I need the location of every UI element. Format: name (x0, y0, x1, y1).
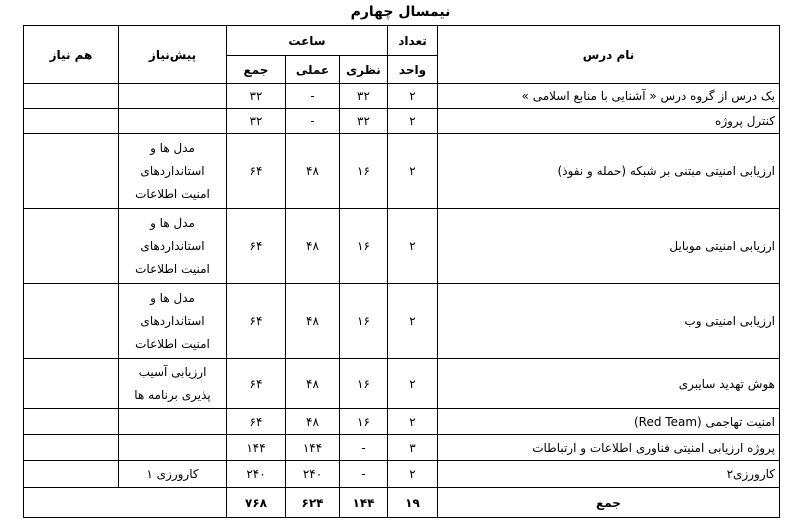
total-cell: ۳۲ (227, 109, 286, 134)
course-name: یک درس از گروه درس « آشنایی با منابع اسلامی » (438, 84, 780, 109)
header-theory: نظری (340, 56, 388, 84)
prereq-line: ارزیابی آسیب (138, 364, 207, 379)
practical-cell: ۴۸ (286, 409, 340, 435)
total-cell: ۶۴ (227, 359, 286, 409)
prereq-line: امنیت اطلاعات (135, 186, 210, 201)
prereq-cell (119, 84, 227, 109)
units-cell: ۲ (388, 84, 438, 109)
summary-theory: ۱۴۴ (340, 488, 388, 518)
table-row (24, 409, 780, 435)
header-coreq: هم نیاز (24, 26, 119, 84)
summary-units: ۱۹ (388, 488, 438, 518)
practical-cell: ۴۸ (286, 359, 340, 409)
total-cell: ۶۴ (227, 409, 286, 435)
header-practical: عملی (286, 56, 340, 84)
practical-cell: ۱۴۴ (286, 435, 340, 461)
table-row (24, 435, 780, 461)
theory-cell: ۱۶ (340, 134, 388, 209)
header-course: نام درس (438, 26, 780, 84)
theory-cell: - (340, 435, 388, 461)
prereq-cell (119, 284, 227, 359)
table-row (24, 461, 780, 488)
prereq-line: مدل ها و (150, 290, 195, 305)
prereq-line: استانداردهای (140, 313, 205, 328)
prereq-cell (119, 134, 227, 209)
units-cell: ۲ (388, 134, 438, 209)
prereq-cell (119, 409, 227, 435)
coreq-cell (24, 409, 119, 435)
units-cell: ۲ (388, 109, 438, 134)
header-units-top: تعداد (388, 26, 438, 56)
course-name: ارزیابی امنیتی وب (438, 284, 780, 359)
prereq-line: مدل ها و (150, 215, 195, 230)
coreq-cell (24, 461, 119, 488)
course-name: امنیت تهاجمی (Red Team) (438, 409, 780, 435)
header-hours: ساعت (227, 26, 388, 56)
coreq-cell (24, 359, 119, 409)
table-row (24, 359, 780, 409)
course-name: کنترل پروژه (438, 109, 780, 134)
prereq-line: استانداردهای (140, 238, 205, 253)
practical-cell: ۴۸ (286, 209, 340, 284)
units-cell: ۳ (388, 435, 438, 461)
course-name: ارزیابی امنیتی مبتنی بر شبکه (حمله و نفوذ) (438, 134, 780, 209)
total-cell: ۶۴ (227, 209, 286, 284)
header-units-bottom: واحد (388, 56, 438, 84)
units-cell: ۲ (388, 461, 438, 488)
header-prereq: پیش‌نیاز (119, 26, 227, 84)
page-title: نیمسال چهارم (350, 4, 451, 20)
summary-practical: ۶۲۴ (286, 488, 340, 518)
total-cell: ۲۴۰ (227, 461, 286, 488)
theory-cell: ۳۲ (340, 84, 388, 109)
practical-cell: - (286, 109, 340, 134)
total-cell: ۶۴ (227, 284, 286, 359)
prereq-cell (119, 209, 227, 284)
course-name: هوش تهدید سایبری (438, 359, 780, 409)
practical-cell: ۲۴۰ (286, 461, 340, 488)
prereq-line: امنیت اطلاعات (135, 336, 210, 351)
prereq-cell (119, 435, 227, 461)
units-cell: ۲ (388, 359, 438, 409)
coreq-cell (24, 284, 119, 359)
prereq-cell (119, 109, 227, 134)
prereq-line: پذیری برنامه ها (134, 387, 211, 402)
summary-row (24, 488, 780, 518)
summary-empty-coreq (24, 488, 119, 518)
course-name: کارورزی۲ (438, 461, 780, 488)
coreq-cell (24, 209, 119, 284)
coreq-cell (24, 134, 119, 209)
theory-cell: - (340, 461, 388, 488)
total-cell: ۶۴ (227, 134, 286, 209)
table-row (24, 284, 780, 359)
total-cell: ۱۴۴ (227, 435, 286, 461)
table-row (24, 109, 780, 134)
course-name: پروژه ارزیابی امنیتی فناوری اطلاعات و ارتباطات (438, 435, 780, 461)
units-cell: ۲ (388, 209, 438, 284)
theory-cell: ۱۶ (340, 359, 388, 409)
table-row (24, 134, 780, 209)
practical-cell: ۴۸ (286, 134, 340, 209)
units-cell: ۲ (388, 409, 438, 435)
theory-cell: ۳۲ (340, 109, 388, 134)
table-row (24, 209, 780, 284)
table-row (24, 84, 780, 109)
coreq-cell (24, 109, 119, 134)
total-cell: ۳۲ (227, 84, 286, 109)
prereq-line: مدل ها و (150, 140, 195, 155)
theory-cell: ۱۶ (340, 284, 388, 359)
header-total: جمع (227, 56, 286, 84)
practical-cell: ۴۸ (286, 284, 340, 359)
course-name: ارزیابی امنیتی موبایل (438, 209, 780, 284)
coreq-cell (24, 84, 119, 109)
prereq-cell: کارورزی ۱ (119, 461, 227, 488)
prereq-line: امنیت اطلاعات (135, 261, 210, 276)
summary-empty-prereq (119, 488, 227, 518)
theory-cell: ۱۶ (340, 409, 388, 435)
prereq-line: استانداردهای (140, 163, 205, 178)
summary-label: جمع (438, 488, 780, 518)
units-cell: ۲ (388, 284, 438, 359)
summary-total: ۷۶۸ (227, 488, 286, 518)
theory-cell: ۱۶ (340, 209, 388, 284)
coreq-cell (24, 435, 119, 461)
curriculum-table (23, 25, 780, 518)
practical-cell: - (286, 84, 340, 109)
prereq-cell (119, 359, 227, 409)
